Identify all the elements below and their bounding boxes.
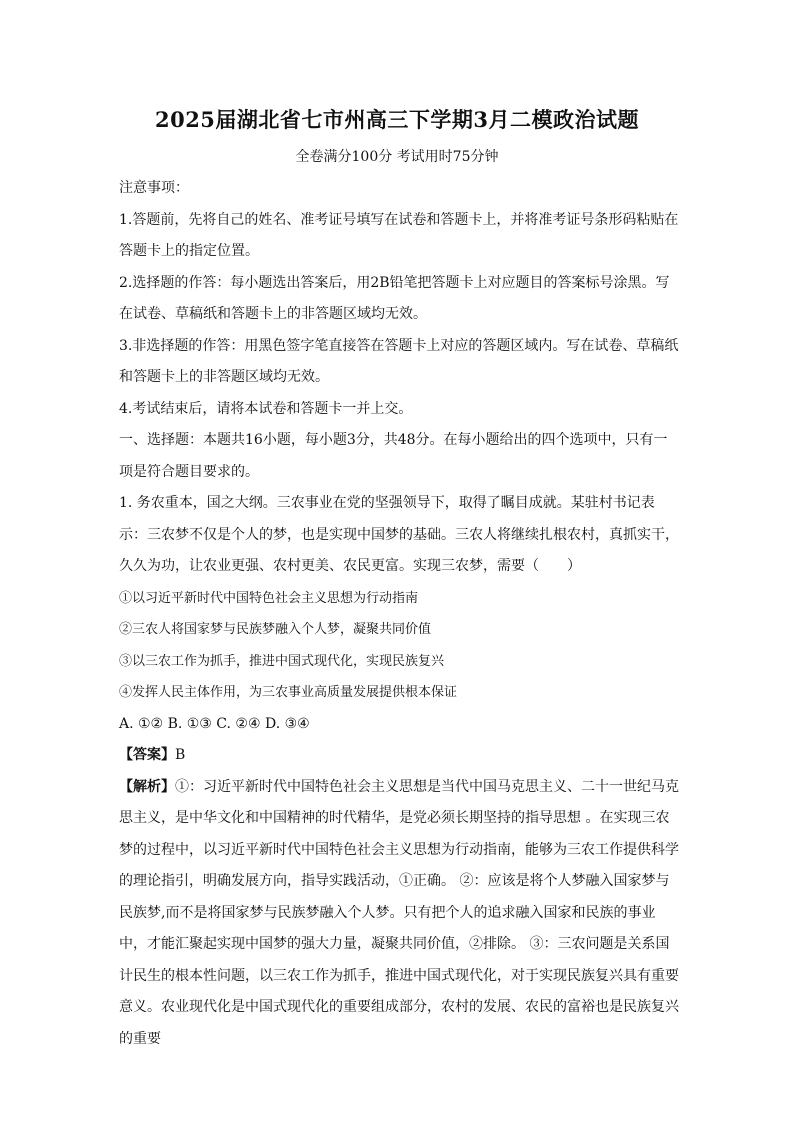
document-body <box>119 173 681 1055</box>
option-3: ③以三农工作为抓手，推进中国式现代化，实现民族复兴 <box>119 653 445 669</box>
notice-item-4: 4.考试结束后，请将本试卷和答题卡一并上交。 <box>119 400 413 417</box>
notice-item-1: 1.答题前，先将自己的姓名、准考证号填写在试卷和答题卡上，并将准考证号条形码粘贴在答题卡上的指定位置。 <box>119 211 679 259</box>
question-stem: 1. 务农重本，国之大纲。三农事业在党的坚强领导下，取得了瞩目成就。某驻村书记表示：三农梦不仅是个人的梦，也是实现中国梦的基础。三农人将继续扎根农村，真抓实干，久久为功，让农业更强、农村更美、农民更富。实现三农梦，需要（ ） <box>119 495 679 574</box>
notice-heading: 注意事项： <box>119 180 189 196</box>
notice-item-2: 2.选择题的作答：每小题选出答案后，用2B铅笔把答题卡上对应题目的答案标号涂黑。写在试卷、草稿纸和答题卡上的非答题区域均无效。 <box>119 274 670 322</box>
analysis-label: 【解析】 <box>119 778 175 795</box>
answer-value: B <box>175 747 186 763</box>
analysis-paragraph <box>119 772 681 1056</box>
option-1: ①以习近平新时代中国特色社会主义思想为行动指南 <box>119 590 419 606</box>
answer-label: 【答案】 <box>119 747 175 763</box>
notice-item-3: 3.非选择题的作答：用黑色签字笔直接答在答题卡上对应的答题区域内。写在试卷、草稿纸和答题卡上的非答题区域均无效。 <box>119 337 679 385</box>
option-4: ④发挥人民主体作用，为三农事业高质量发展提供根本保证 <box>119 685 458 700</box>
exam-info: 全卷满分100分 考试用时75分钟 <box>295 149 499 165</box>
document-title: 2025届湖北省七市州高三下学期3月二模政治试题 <box>154 107 640 132</box>
answer-choices: A. ①② B. ①③ C. ②④ D. ③④ <box>119 715 310 732</box>
section-heading: 一、选择题：本题共16小题，每小题3分，共48分。在每小题给出的四个选项中，只有一项是符合题目要求的。 <box>119 432 668 480</box>
answer-line <box>119 740 681 772</box>
analysis-text: ①：习近平新时代中国特色社会主义思想是当代中国马克思主义、二十一世纪马克思主义，是中华文化和中国精神的时代精华，是党必须长期坚持的指导思想 。在实现三农梦的过程中，以习近平新时代中国特色社会主义思想为行动指南，能够为三农工作提供科学的理论指引，明确发展方向，指导实践活动，①正确。 ②：应该是将个人梦融入国家梦与民族梦,而不是将国家梦与民族梦融入个人梦。只有把个人的追求融入国家和民族的事业中，才能汇聚起实现中国梦的强大力量，凝聚共同价值，②排除。 ③：三农问题是关系国计民生的根本性问题，以三农工作为抓手，推进中国式现代化，对于实现民族复兴具有重要意义。农业现代化是中国式现代化的重要组成部分，农村的发展、农民的富裕也是民族复兴的重要 <box>119 778 679 1047</box>
option-2: ②三农人将国家梦与民族梦融入个人梦，凝聚共同价值 <box>119 622 432 637</box>
